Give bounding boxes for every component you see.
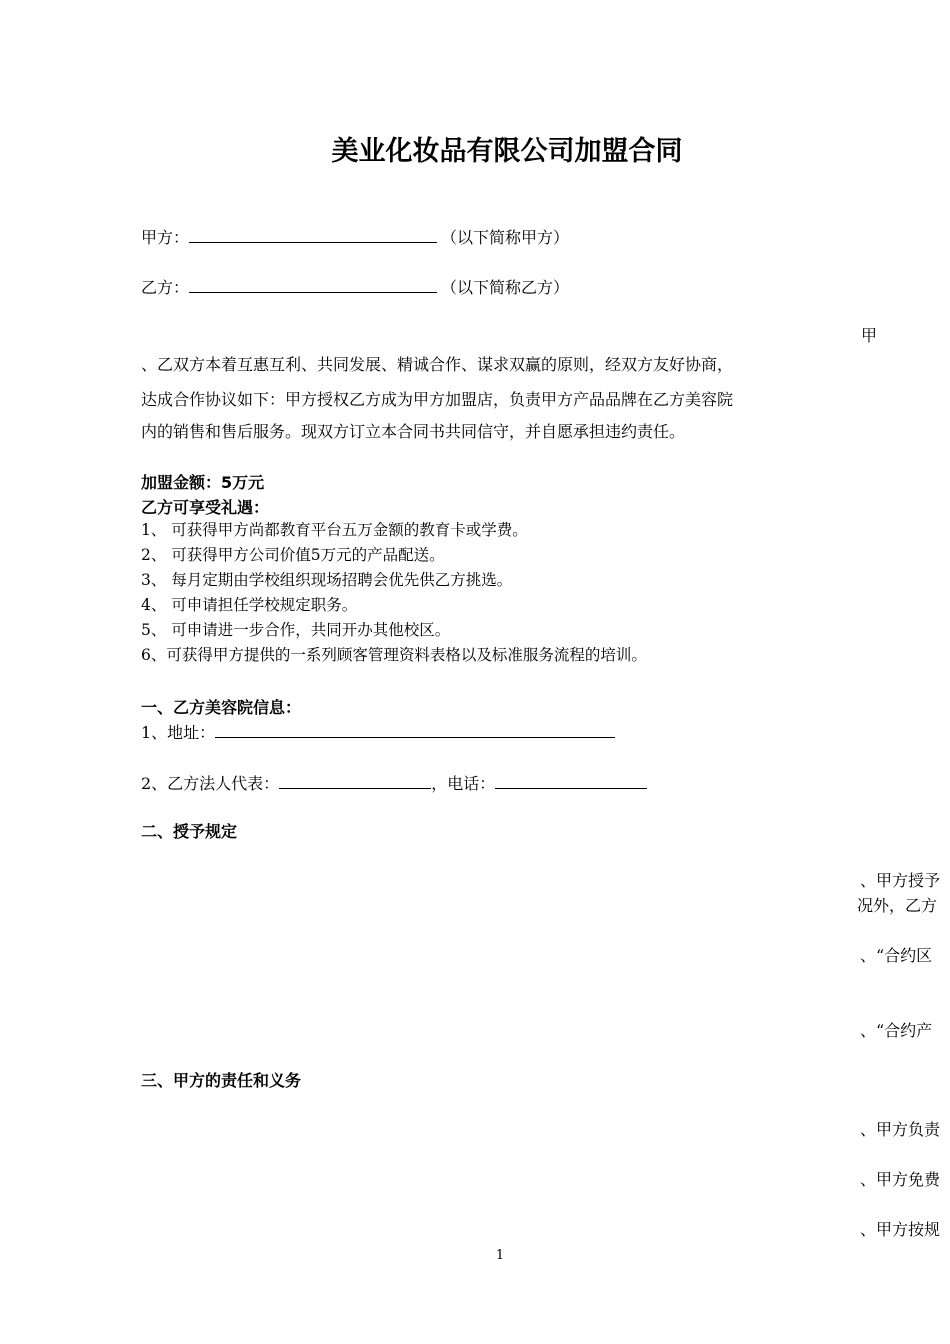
address-label: 1、地址： [141,723,216,742]
rep-label: 2、乙方法人代表： [141,774,280,793]
party-a-label: 甲方： [141,228,190,247]
section-3-fragment: 、甲方按规 [860,1220,941,1239]
section-2-fragment: 况外，乙方 [857,896,938,915]
intro-line-2: 达成合作协议如下：甲方授权乙方成为甲方加盟店，负责甲方产品品牌在乙方美容院 [141,390,734,409]
intro-lead-char: 甲 [861,326,878,345]
phone-label: ，电话： [431,774,496,793]
intro-line-3: 内的销售和售后服务。现双方订立本合同书共同信守，并自愿承担违约责任。 [141,422,686,441]
section-3-fragment: 、甲方免费 [860,1170,941,1189]
list-item: 3、 每月定期由学校组织现场招聘会优先供乙方挑选。 [141,571,513,589]
list-item: 2、 可获得甲方公司价值5万元的产品配送。 [141,546,445,564]
section-2-fragment: 、甲方授予 [860,871,941,890]
address-blank[interactable] [215,719,615,738]
party-b-label: 乙方： [141,278,190,297]
section-2-heading: 二、授予规定 [141,822,238,841]
section-3-fragment: 、甲方负责 [860,1120,941,1139]
list-item: 4、 可申请担任学校规定职务。 [141,596,358,614]
benefits-heading: 乙方可享受礼遇： [141,498,270,517]
section-1-heading: 一、乙方美容院信息： [141,698,302,717]
franchise-fee: 加盟金额：5万元 [141,473,265,492]
rep-blank[interactable] [279,770,431,789]
page-number: 1 [495,1248,505,1263]
list-item: 6、可获得甲方提供的一系列顾客管理资料表格以及标准服务流程的培训。 [141,646,647,664]
list-item: 5、 可申请进一步合作，共同开办其他校区。 [141,621,451,639]
benefits-list [141,518,647,668]
intro-line-1: 、乙双方本着互惠互利、共同发展、精诚合作、谋求双赢的原则，经双方友好协商， [141,355,734,374]
section-2-fragment: 、“合约产 [860,1021,933,1040]
section-2-fragment: 、“合约区 [860,946,933,965]
page-title: 美业化妆品有限公司加盟合同 [331,136,683,167]
rep-line [141,770,647,794]
party-a-line [141,224,569,248]
address-line [141,719,615,743]
party-a-blank[interactable] [189,224,437,243]
section-3-heading: 三、甲方的责任和义务 [141,1071,302,1090]
party-b-suffix: （以下简称乙方） [441,278,570,297]
party-a-suffix: （以下简称甲方） [441,228,570,247]
party-b-blank[interactable] [189,274,437,293]
phone-blank[interactable] [495,770,647,789]
list-item: 1、 可获得甲方尚都教育平台五万金额的教育卡或学费。 [141,521,528,539]
party-b-line [141,274,569,298]
